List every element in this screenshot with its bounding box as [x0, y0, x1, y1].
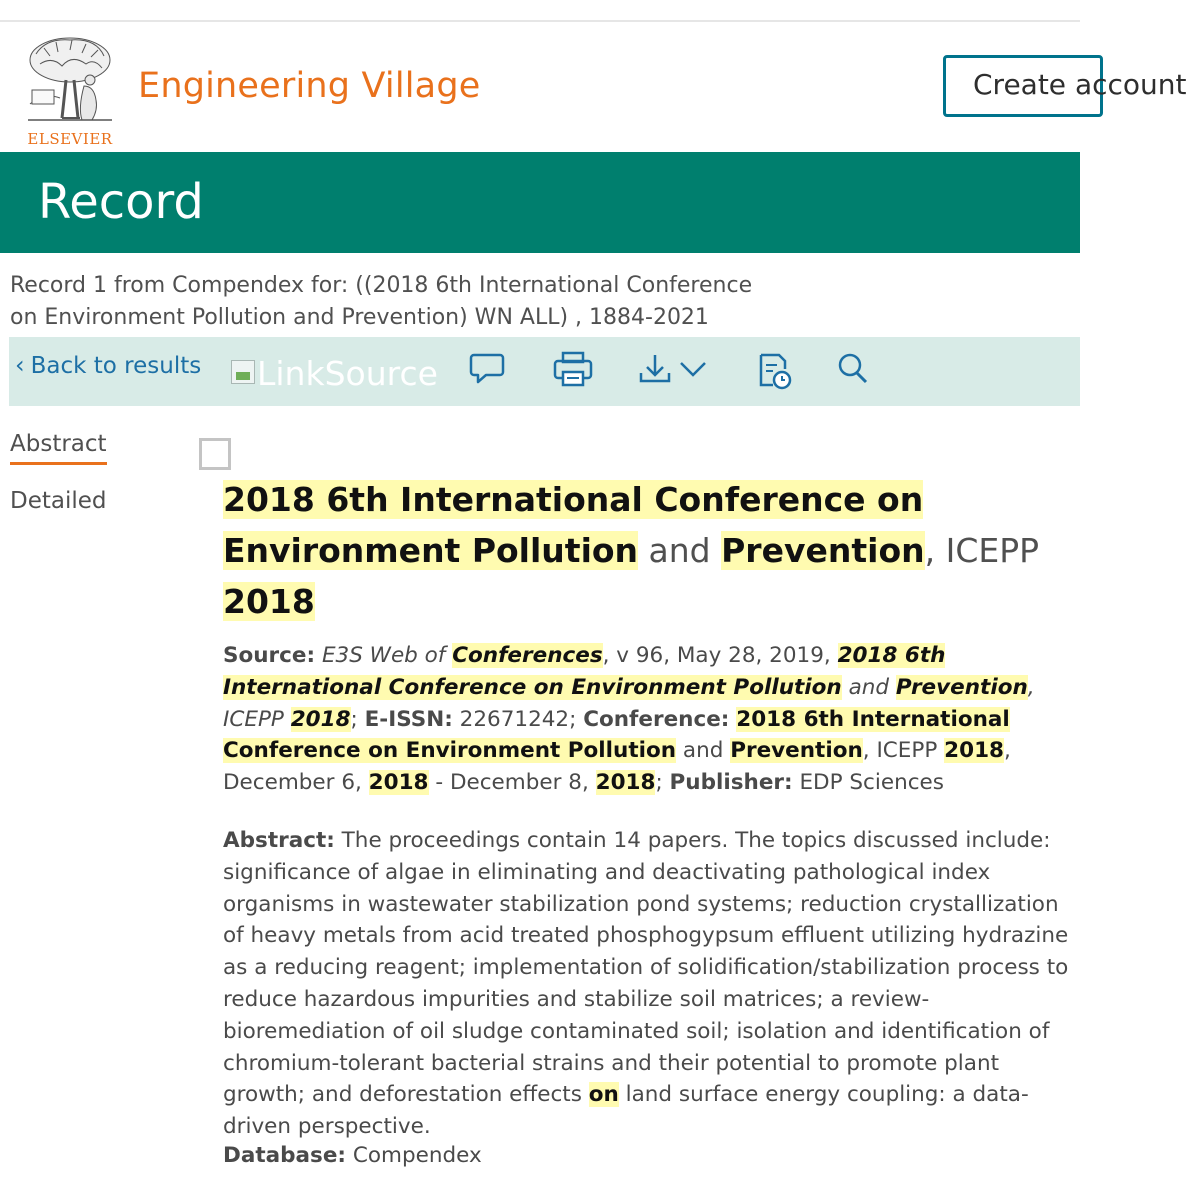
brand-title[interactable]: Engineering Village — [138, 66, 481, 106]
back-label: Back to results — [30, 353, 202, 379]
abstract-section — [223, 825, 1073, 1143]
abstract-text: land surface energy coupling: a data-driven perspective. — [223, 1082, 1029, 1140]
search-icon[interactable] — [835, 349, 871, 389]
title-highlight: 2018 — [223, 582, 315, 621]
record-title — [223, 474, 1063, 627]
database-value: Compendex — [346, 1143, 482, 1168]
site-header — [0, 22, 1187, 152]
linksource-alt-text: LinkSource — [257, 354, 438, 393]
source-journal-highlight: Conferences — [452, 643, 603, 668]
history-icon[interactable] — [755, 349, 795, 389]
conference-label: Conference: — [583, 706, 730, 732]
proceedings-highlight: 2018 — [290, 706, 351, 732]
page-banner — [0, 152, 1080, 253]
proceedings-highlight: Prevention — [895, 674, 1028, 700]
back-to-results-link[interactable] — [15, 351, 201, 379]
conference-highlight: 2018 — [944, 738, 1004, 764]
conference-highlight: 2018 6th International Conference on Environment Pollution — [223, 706, 1010, 764]
proceedings-text: and — [841, 674, 896, 700]
proceedings-text: , ICEPP — [223, 674, 1035, 732]
separator: ; — [655, 770, 670, 796]
conference-text: and — [676, 738, 731, 764]
conference-highlight: Prevention — [730, 738, 863, 764]
conference-date: - December 8, — [428, 770, 596, 796]
nav-abstract-tab[interactable]: Abstract — [10, 431, 107, 465]
chevron-left-icon: ‹ — [15, 351, 25, 379]
chevron-down-icon[interactable] — [677, 349, 709, 389]
abstract-highlight: on — [588, 1082, 619, 1108]
database-section — [223, 1140, 1073, 1172]
proceedings-highlight: 2018 6th International Conference on Environment Pollution — [223, 643, 946, 700]
comment-icon[interactable] — [469, 349, 505, 389]
title-text: and — [638, 531, 722, 570]
separator: ; — [350, 706, 365, 732]
conference-text: , ICEPP — [862, 738, 945, 764]
conference-highlight: 2018 — [595, 770, 656, 796]
elsevier-wordmark: ELSEVIER — [27, 130, 113, 148]
elsevier-logo[interactable] — [22, 34, 118, 148]
publisher-label: Publisher: — [669, 770, 793, 796]
source-section — [223, 640, 1073, 799]
title-highlight: Prevention — [721, 531, 925, 570]
select-record-checkbox[interactable] — [199, 438, 231, 470]
elsevier-tree-icon — [22, 34, 118, 124]
abstract-text: The proceedings contain 14 papers. The topics discussed include: significance of algae in eliminating and deactivating pathological index organisms in wastewater stabilization pond systems; reduction crystallization of heavy metals from acid treated phosphogypsum effluent utilizing hydrazine as a reducing reagent; implementation of solidification/stabilization process to reduce hazardous impurities and stabilize soil matrices; a review- bioremediation of oil sludge contaminated soil; isolation and identification of chromium-tolerant bacterial strains and their potential to promote plant growth; and deforestation effects — [223, 828, 1069, 1108]
source-label: Source: — [223, 643, 316, 668]
title-text: , ICEPP — [924, 531, 1040, 570]
print-icon[interactable] — [552, 349, 594, 389]
publisher-value: EDP Sciences — [792, 770, 944, 796]
database-label: Database: — [223, 1143, 347, 1168]
nav-detailed-tab[interactable]: Detailed — [10, 488, 107, 514]
source-volume-date: , v 96, May 28, 2019, — [602, 643, 838, 668]
source-journal: E3S Web of — [321, 643, 453, 668]
page-title: Record — [38, 174, 204, 230]
linksource-button[interactable] — [231, 354, 438, 393]
conference-highlight: 2018 — [368, 770, 429, 796]
title-highlight: 2018 6th International Conference on Environment Pollution — [223, 480, 924, 570]
eissn-label: E-ISSN: — [364, 706, 453, 732]
abstract-label: Abstract: — [223, 828, 335, 853]
download-icon[interactable] — [637, 349, 673, 389]
record-info: Record 1 from Compendex for: ((2018 6th International Conference on Environment Pollution and Prevention) WN ALL) , 1884-2021 — [10, 273, 753, 330]
broken-image-icon — [231, 360, 255, 384]
create-account-button[interactable]: Create account — [943, 55, 1103, 117]
eissn-value: 22671242; — [452, 706, 584, 732]
record-toolbar — [9, 337, 1080, 406]
conference-date: , December 6, — [223, 738, 1011, 796]
